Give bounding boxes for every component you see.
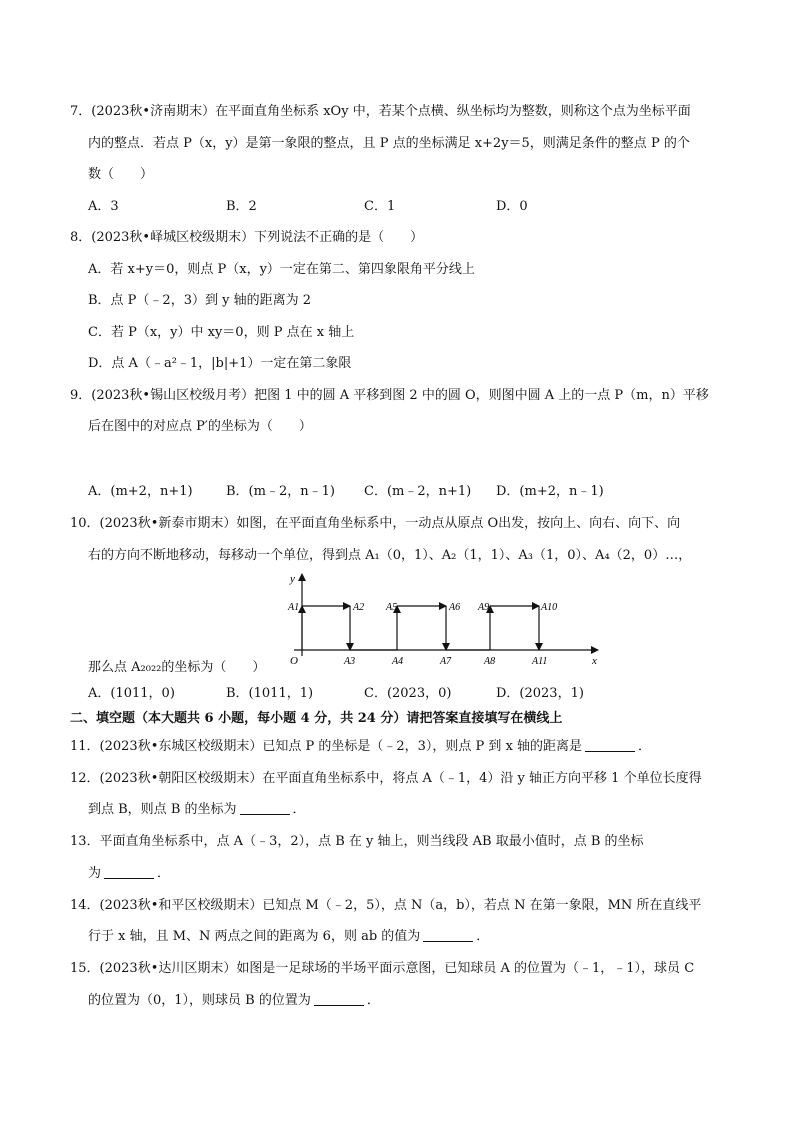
q10-option-d: D．(2023，1) <box>496 686 584 701</box>
q10-option-a: A．(1011，0) <box>88 686 175 701</box>
q10-label-a1: A1 <box>288 602 300 613</box>
q15-text: 的位置为（0，1），则球员 B 的位置为 <box>88 993 311 1008</box>
q11-line1 <box>70 739 651 755</box>
q7-option-d: D．0 <box>496 199 528 214</box>
q12-answer-blank[interactable] <box>240 802 290 815</box>
q9-option-c: C．(m﹣2，n+1) <box>364 484 472 499</box>
q10-line3: 那么点 A₂₀₂₂的坐标为（ ） <box>88 660 266 675</box>
q10-label-a5: A5 <box>386 602 398 613</box>
q14-answer-blank[interactable] <box>423 929 473 942</box>
q8-line1: 8．(2023秋•峄城区校级期末）下列说法不正确的是（ ） <box>70 230 424 245</box>
q10-path-figure <box>280 568 610 672</box>
q10-axis-x-label: x <box>592 655 597 667</box>
q8-option-b: B．点 P（﹣2，3）到 y 轴的距离为 2 <box>88 293 311 308</box>
q15-line1: 15．(2023秋•达川区期末）如图是一足球场的半场平面示意图，已知球员 A 的位置为（﹣1，﹣1），球员 C <box>70 961 695 976</box>
q10-label-a4: A4 <box>392 656 404 667</box>
q11-text: 11．(2023秋•东城区校级期末）已知点 P 的坐标是（﹣2，3），则点 P 到 x 轴的距离是 <box>70 739 583 754</box>
q7-option-c: C．1 <box>364 199 396 214</box>
q13-line1: 13．平面直角坐标系中，点 A（﹣3，2），点 B 在 y 轴上，则当线段 AB 取最小值时，点 B 的坐标 <box>70 834 644 849</box>
q13-text: 为 <box>88 866 102 881</box>
q15-line2 <box>88 993 380 1009</box>
q10-label-a8: A8 <box>484 656 496 667</box>
q9-option-d: D．(m+2，n﹣1) <box>496 484 604 499</box>
q8-option-c: C．若 P（x，y）中 xy＝0，则 P 点在 x 轴上 <box>88 325 355 340</box>
q7-option-a: A．3 <box>88 199 119 214</box>
q12-line1: 12．(2023秋•朝阳区校级期末）在平面直角坐标系中，将点 A（﹣1，4）沿 y 轴正方向平移 1 个单位长度得 <box>70 771 702 786</box>
q8-option-a: A．若 x+y＝0，则点 P（x，y）一定在第二、第四象限角平分线上 <box>88 262 475 277</box>
q7-option-b: B．2 <box>226 199 257 214</box>
q12-text: 到点 B，则点 B 的坐标为 <box>88 802 237 817</box>
q10-label-a11: A11 <box>532 656 548 667</box>
q15-answer-blank[interactable] <box>314 993 364 1006</box>
q11-answer-blank[interactable] <box>585 739 635 752</box>
q12-end: ． <box>292 802 306 817</box>
q13-line2 <box>88 866 170 882</box>
q8-option-d: D．点 A（﹣a²﹣1，|b|+1）一定在第二象限 <box>88 356 352 371</box>
q14-line1: 14．(2023秋•和平区校级期末）已知点 M（﹣2，5），点 N（a，b），若点 N 在第一象限，MN 所在直线平 <box>70 898 702 913</box>
q10-axis-y-label: y <box>290 573 295 585</box>
q10-label-a9: A9 <box>478 602 490 613</box>
q9-option-b: B．(m﹣2，n﹣1) <box>226 484 335 499</box>
q10-label-a10: A10 <box>541 602 558 613</box>
section-2-heading: 二、填空题（本大题共 6 小题，每小题 4 分，共 24 分）请把答案直接填写在横线上 <box>70 711 563 726</box>
q13-answer-blank[interactable] <box>104 866 154 879</box>
q10-label-a7: A7 <box>440 656 452 667</box>
q10-option-c: C．(2023，0) <box>364 686 452 701</box>
q7-line2: 内的整点．若点 P（x，y）是第一象限的整点，且 P 点的坐标满足 x+2y＝5，则满足条件的整点 P 的个 <box>88 136 690 151</box>
q10-label-a3: A3 <box>344 656 356 667</box>
q10-label-a2: A2 <box>353 602 365 613</box>
q10-origin-label: O <box>290 655 298 667</box>
q10-option-b: B．(1011，1) <box>226 686 314 701</box>
q9-line2: 后在图中的对应点 P′的坐标为（ ） <box>88 419 312 434</box>
q14-end: ． <box>476 929 490 944</box>
q10-line2: 右的方向不断地移动，每移动一个单位，得到点 A₁（0，1）、A₂（1，1）、A₃（1，0）、A₄（2，0）…， <box>88 548 692 563</box>
q12-line2 <box>88 802 306 818</box>
q9-option-a: A．(m+2，n+1) <box>88 484 193 499</box>
q14-text: 行于 x 轴，且 M、N 两点之间的距离为 6，则 ab 的值为 <box>88 929 421 944</box>
q14-line2 <box>88 929 489 945</box>
q13-end: ． <box>157 866 171 881</box>
q10-label-a6: A6 <box>449 602 461 613</box>
q7-line1: 7．(2023秋•济南期末）在平面直角坐标系 xOy 中，若某个点横、纵坐标均为整数，则称这个点为坐标平面 <box>70 104 691 119</box>
q9-line1: 9．(2023秋•锡山区校级月考）把图 1 中的圆 A 平移到图 2 中的圆 O，则图中圆 A 上的一点 P（m，n）平移 <box>70 388 709 403</box>
q7-line3: 数（ ） <box>88 167 154 182</box>
q10-line1: 10．(2023秋•新泰市期末）如图，在平面直角坐标系中，一动点从原点 O出发，按向上、向右、向下、向 <box>70 516 681 531</box>
q15-end: ． <box>366 993 380 1008</box>
q11-end: ． <box>638 739 652 754</box>
